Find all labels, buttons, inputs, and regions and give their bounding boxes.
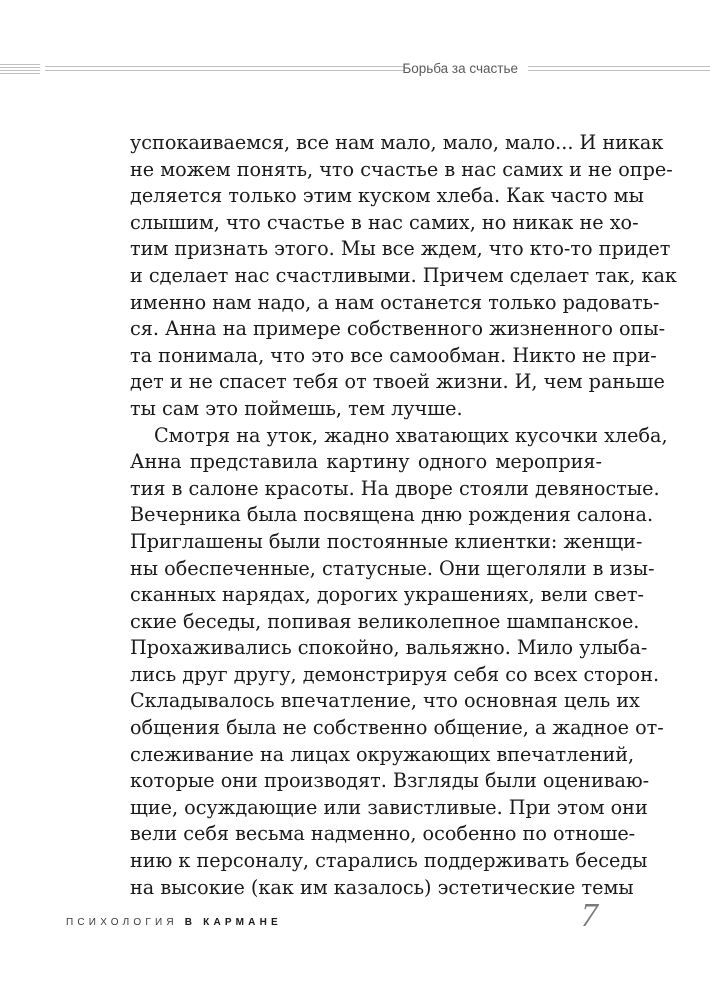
text-line: Анна представила картину одного мероприя- (130, 450, 602, 474)
text-line-paragraph-start: Смотря на уток, жадно хватающих кусочки хлеба, (154, 423, 668, 447)
text-line: Складывалось впечатление, что основная цель их (130, 689, 640, 713)
text-line: щие, осуждающие или завистливые. При этом они (130, 795, 648, 819)
text-line: успокаиваемся, все нам мало, мало, мало... И никак (130, 131, 664, 154)
text-line: Приглашены были постоянные клиентки: женщи- (130, 529, 643, 553)
text-line: именно нам надо, а нам останется только радовать- (130, 290, 660, 314)
text-line: ские беседы, попивая великолепное шампанское. (130, 609, 640, 633)
text-line: та понимала, что это все самообман. Никто не при- (130, 343, 657, 367)
text-line: дет и не спасет тебя от твоей жизни. И, чем раньше (130, 370, 665, 394)
text-line: ны обеспеченные, статусные. Они щеголяли в изы- (130, 556, 655, 580)
header-rule-left-1 (0, 64, 40, 65)
text-line: и сделает нас счастливыми. Причем сделает так, как (130, 263, 677, 287)
text-line: которые они производят. Взгляды были оцениваю- (130, 769, 650, 793)
header-rule-mid-2 (45, 70, 405, 71)
text-line: тия в салоне красоты. На дворе стояли девяностые. (130, 476, 660, 500)
text-line: ся. Анна на примере собственного жизненного опы- (130, 317, 666, 341)
text-line: Прохаживались спокойно, вальяжно. Мило улыба- (130, 636, 648, 660)
text-line-paragraph-end: ты сам это поймешь, тем лучше. (130, 396, 463, 420)
text-line: общения была не собственно общение, а жадное от- (130, 716, 664, 740)
header-rule-right-2 (528, 70, 710, 71)
header-rule-mid-1 (45, 66, 405, 67)
header-rule-left-3 (0, 70, 40, 71)
page-number: 7 (581, 897, 598, 934)
text-line: тим признать этого. Мы все ждем, что кто-то придет (130, 237, 671, 261)
text-line: на высокие (как им казалось) эстетические темы (130, 875, 634, 899)
series-title (66, 917, 282, 929)
text-line: вели себя весьма надменно, особенно по отноше- (130, 822, 636, 846)
text-line: сканных нарядах, дорогих украшениях, вели свет- (130, 583, 644, 607)
body-text (130, 130, 677, 901)
text-line: слеживание на лицах окружающих впечатлений, (130, 742, 635, 766)
header-rule-right-1 (528, 66, 710, 67)
series-title-bold: В КАРМАНЕ (184, 917, 282, 928)
text-line: деляется только этим куском хлеба. Как часто мы (130, 184, 644, 208)
text-line: лись друг другу, демонстрируя себя со всех сторон. (130, 662, 660, 686)
text-line: не можем понять, что счастье в нас самих и не опре- (130, 157, 673, 181)
text-line: нию к персоналу, старались поддерживать беседы (130, 849, 648, 873)
header-rule-left-2 (0, 67, 40, 68)
text-line: слышим, что счастье в нас самих, но никак не хо- (130, 210, 639, 234)
text-line: Вечерника была посвящена дню рождения салона. (130, 503, 654, 527)
running-title: Борьба за счастье (402, 61, 518, 76)
header-rule-left-4 (0, 73, 40, 74)
series-title-regular: ПСИХОЛОГИЯ (66, 917, 178, 928)
